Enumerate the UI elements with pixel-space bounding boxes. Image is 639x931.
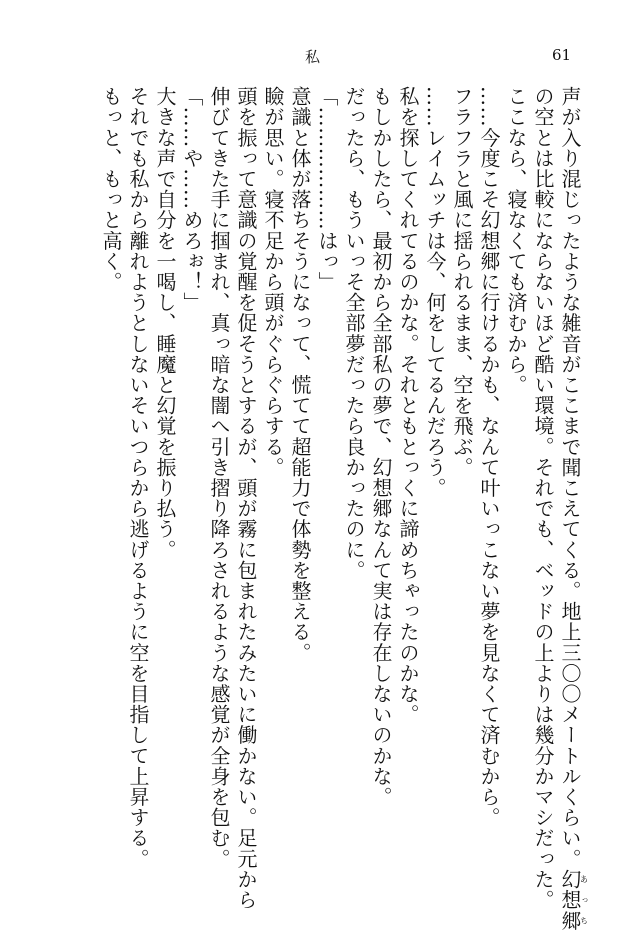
text-line: 大きな声で自分を一喝し、睡魔と幻覚を振り払う。	[153, 86, 177, 560]
text-line: ……今度こそ幻想郷に行けるかも、なんて叶いっこない夢を見なくて済むから。	[477, 86, 501, 828]
text-line: の空とは比較にならないほど酷い環境。それでも、ベッドの上よりは幾分かマシだった。	[531, 86, 555, 910]
ruby-annotation: 幻想郷あっち	[558, 868, 589, 931]
text-line: ここなら、寝なくても済むから。	[504, 86, 528, 395]
text-line: 伸びてきた手に掴まれ、真っ暗な闇へ引き摺り降ろされるような感覚が全身を包む。	[207, 86, 231, 869]
running-header-title: 私	[305, 48, 322, 66]
text-line: ……レイムッチは今、何をしてるんだろう。	[423, 86, 447, 498]
text-line: 「………………はっ」	[315, 86, 339, 292]
text-line: それでも私から離れようとしないそいつらから逃げるように空を目指して上昇する。	[126, 86, 150, 869]
text-line: 瞼が思い。寝不足から頭がぐらぐらする。	[261, 86, 285, 478]
text-line: もしかしたら、最初から全部私の夢で、幻想郷なんて実は存在しないのかな。	[369, 86, 393, 807]
text-line: フラフラと風に揺られるまま、空を飛ぶ。	[450, 86, 474, 478]
text-line: 「……や……めろぉ！」	[180, 86, 204, 313]
text-line: 私を探してくれてるのかな。それともとっくに諦めちゃったのかな。	[396, 86, 420, 725]
vertical-body-text	[58, 86, 589, 931]
text-line: 声が入り混じったような雑音がここまで聞こえてくる。地上三〇〇メートルくらい。幻想郷あっち	[558, 86, 589, 931]
text-line: 意識と体が落ちそうになって、慌てて超能力で体勢を整える。	[288, 86, 312, 663]
text-line: 頭を振って意識の覚醒を促そうとするが、頭が霧に包まれたみたいに働かない。足元から	[234, 86, 258, 910]
text-line: だったら、もういっそ全部夢だったら良かったのに。	[342, 86, 366, 581]
page-number: 61	[552, 46, 572, 64]
text-line: もっと、もっと高く。	[99, 86, 123, 292]
